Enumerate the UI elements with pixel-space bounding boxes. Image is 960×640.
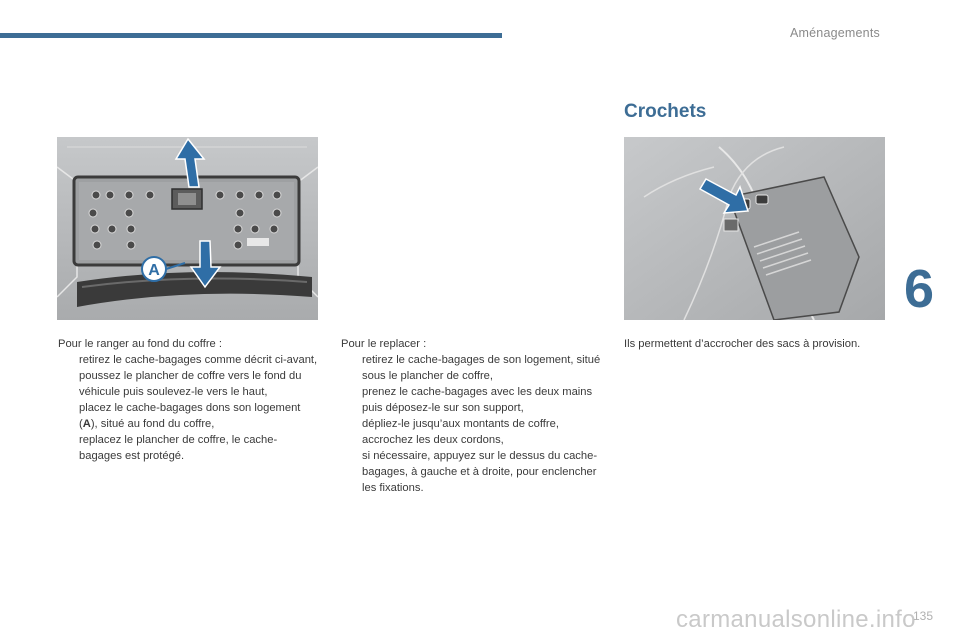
column-1-intro: Pour le ranger au fond du coffre : [58, 338, 222, 350]
callout-a-label: A [148, 262, 160, 279]
crochets-heading: Crochets [624, 101, 707, 122]
list-item: retirez le cache-bagages de son logement, situé sous le plancher de coffre, [362, 354, 601, 382]
section-title: Aménagements [790, 26, 880, 40]
list-item: accrochez les deux cordons, [362, 434, 504, 446]
list-item: dépliez-le jusqu’aux montants de coffre, [362, 418, 559, 430]
column-2-intro: Pour le replacer : [341, 338, 427, 350]
column-2-text [341, 336, 603, 496]
crochets-description: Ils permettent d’accrocher des sacs à provision. [624, 338, 861, 350]
top-accent-bar [0, 33, 502, 38]
callout-reference: A [82, 418, 91, 430]
list-item: retirez le cache-bagages comme décrit ci-avant, [79, 354, 318, 366]
list-item: prenez le cache-bagages avec les deux mains puis déposez-le sur son support, [362, 386, 593, 414]
trunk-floor-illustration [57, 137, 318, 320]
trunk-hooks-illustration [624, 137, 885, 320]
column-1-list [58, 352, 320, 464]
watermark: carmanualsonline.info [676, 606, 916, 633]
list-item: si nécessaire, appuyez sur le dessus du cache-bagages, à gauche et à droite, pour enclencher les fixations. [362, 450, 598, 494]
chapter-number: 6 [904, 259, 935, 319]
column-2-list [341, 352, 603, 496]
page-number: 135 [913, 609, 934, 623]
column-1-text [58, 336, 320, 464]
column-3-text [624, 336, 894, 352]
list-item: placez le cache-bagages dons son logement (A), situé au fond du coffre, [79, 402, 301, 430]
list-item: poussez le plancher de coffre vers le fond du véhicule puis soulevez-le vers le haut, [79, 370, 302, 398]
list-item: replacez le plancher de coffre, le cache-bagages est protégé. [79, 434, 278, 462]
